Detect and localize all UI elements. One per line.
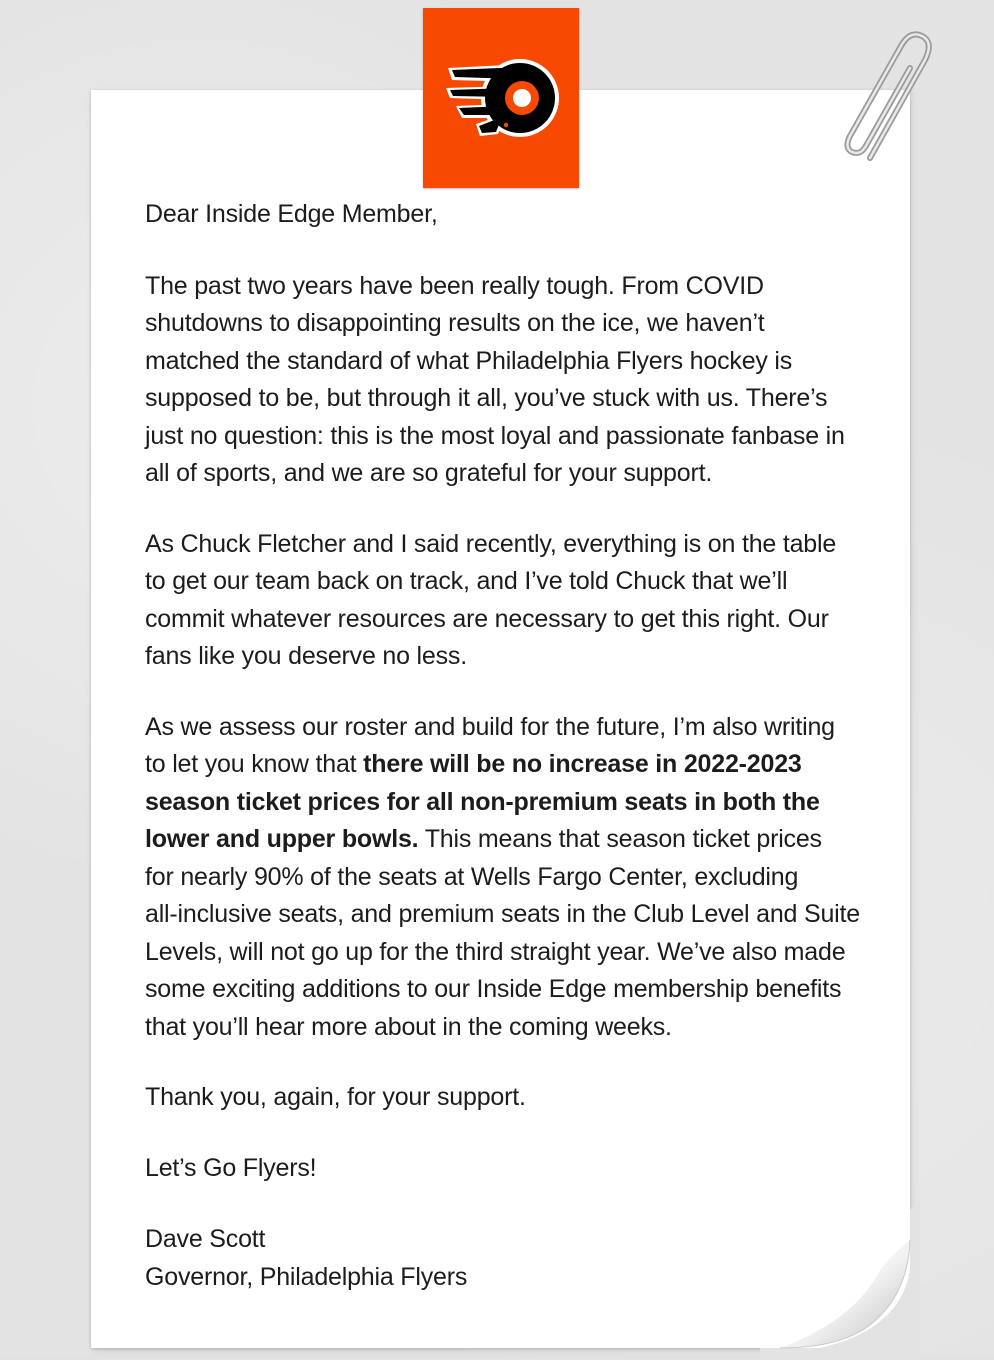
philadelphia-flyers-logo <box>440 48 562 148</box>
paragraph-3 <box>145 709 895 1047</box>
letter-body <box>145 196 895 1296</box>
signature-name: Dave Scott <box>145 1225 266 1253</box>
closing-line: Let’s Go Flyers! <box>145 1153 317 1182</box>
signature-title: Governor, Philadelphia Flyers <box>145 1262 468 1291</box>
paragraph-1: The past two years have been really tough. From COVID shutdowns to disappointing results on the ice, we haven’t matched the standard of what Philadelphia Flyers hockey is supposed to be, but through it all, you’ve stuck with us. There’s just no question: this is the most loyal and passionate fanbase in all of sports, and we are so grateful for your support. <box>145 271 845 487</box>
paragraph-2: As Chuck Fletcher and I said recently, everything is on the table to get our team back on track, and I’ve told Chuck that we’ll commit whatever resources are necessary to get this right. Our fans like you deserve no less. <box>145 529 837 670</box>
paragraph-3-rest: This means that season ticket prices for nearly 90% of the seats at Wells Fargo Center, excluding all-inclusive seats, and premium seats in the Club Level and Suite Levels, will not go up for the third straight year. We’ve also made some exciting additions to our Inside Edge membership benefits that you’ll hear more about in the coming weeks. <box>145 825 860 1041</box>
salutation: Dear Inside Edge Member, <box>145 200 438 228</box>
paperclip-icon <box>830 30 950 180</box>
paragraph-3-intro: As we assess our roster and build for the future, I’m also writing to let you know that <box>145 712 835 778</box>
thanks-line: Thank you, again, for your support. <box>145 1083 526 1111</box>
paragraph-3-highlight: there will be no increase in 2022-2023 season ticket prices for all non-premium seats in both the lower and upper bowls. <box>145 750 820 853</box>
flyers-logo-badge <box>423 8 579 188</box>
